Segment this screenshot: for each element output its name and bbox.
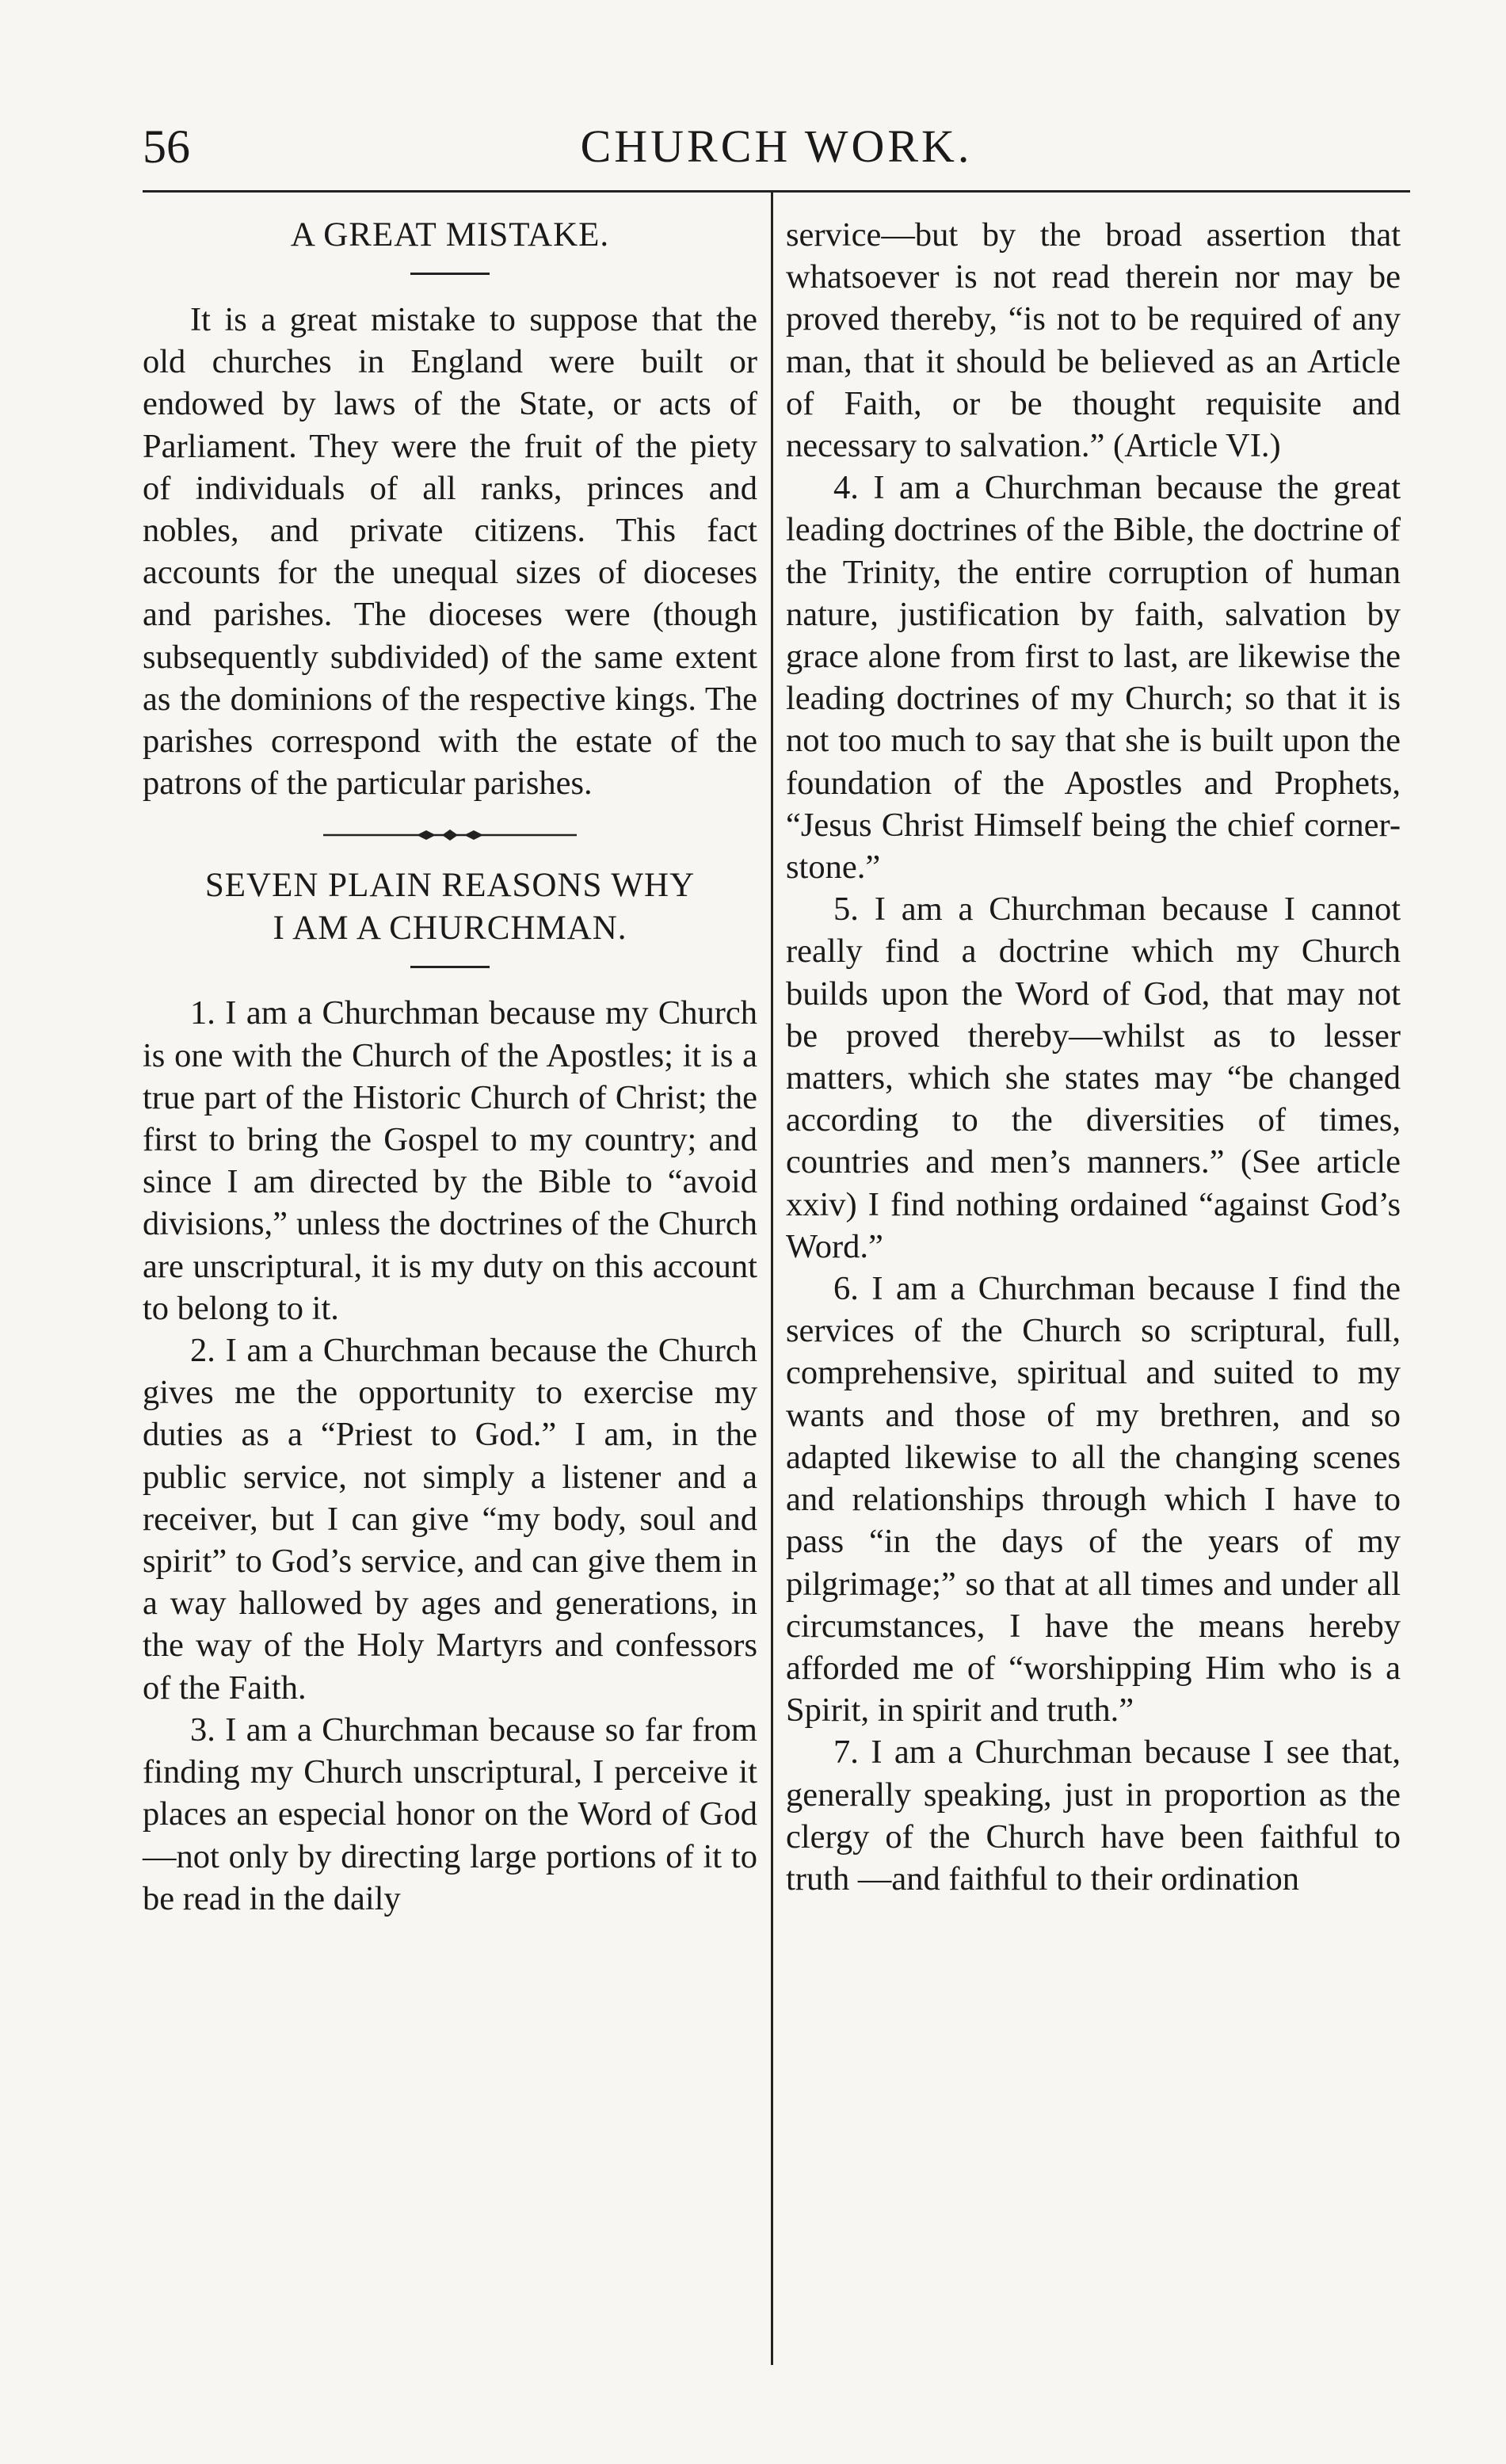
article-body-great-mistake: It is a great mistake to suppose that the old churches in England were built or endowed by laws of the State, or acts of Parliament. They were the fruit of the piety of individuals of all ranks, princes and nobles, and private citizens. This fact accounts for the unequal sizes of dioceses and parishes. The dioceses were (though subsequently subdivided) of the same extent as the dominions of the respective kings. The parishes correspond with the estate of the patrons of the particular parishes. — [143, 301, 757, 803]
article-title-seven-reasons-line1: SEVEN PLAIN REASONS WHY — [204, 867, 696, 905]
article-title-great-mistake: A GREAT MISTAKE. — [290, 216, 610, 254]
column-divider — [771, 193, 773, 2365]
reason-4: 4. I am a Churchman because the great leading doctrines of the Bible, the doctrine of the Trinity, the entire corruption of human nature, justification by faith, salvation by grace alone from first to last, are likewise the leading doctrines of my Church; so that it is not too much to say that she is built upon the foundation of the Apostles and Prophets, “Jesus Christ Himself being the chief corner-stone.” — [786, 469, 1401, 887]
page-number: 56 — [143, 120, 190, 173]
article-title-seven-reasons-line2: I AM A CHURCHMAN. — [273, 910, 627, 948]
running-title: CHURCH WORK. — [580, 120, 973, 172]
reason-3-continued: service—but by the broad assertion that whatsoever is not read therein nor may be proved thereby, “is not to be required of any man, that it should be believed as an Article of Faith, or be thought requisite and necessary to salvation.” (Article VI.) — [786, 216, 1401, 465]
reason-1: 1. I am a Churchman because my Church is one with the Church of the Apostles; it is a true part of the Historic Church of Christ; the first to bring the Gospel to my country; and since I am directed by the Bible to “avoid divisions,” unless the doctrines of the Church are unscriptural, it is my duty on this account to belong to it. — [143, 994, 757, 1327]
reason-7-start: 7. I am a Churchman because I see that, generally speaking, just in proportion as the clergy of the Church have been faithful to truth —and faithful to their ordination — [786, 1734, 1401, 1898]
right-column — [786, 214, 1401, 1900]
header-rule — [143, 190, 1410, 193]
left-column — [143, 214, 757, 1920]
reason-5: 5. I am a Churchman because I cannot really find a doctrine which my Church builds upon the Word of God, that may not be proved thereby—whilst as to lesser matters, which she states may “be changed according to the diversities of times, countries and men’s manners.” (See article xxiv) I find nothing ordained “against God’s Word.” — [786, 891, 1401, 1265]
section-ornament — [323, 828, 577, 842]
title-rule — [410, 966, 490, 968]
reason-6: 6. I am a Churchman because I find the services of the Church so scriptural, full, comprehensive, spiritual and suited to my wants and those of my brethren, and so adapted likewise to all the changing scenes and relationships through which I have to pass “in the days of the years of my pilgrimage;” so that at all times and under all circumstances, I have the means hereby afforded me of “worshipping Him who is a Spirit, in spirit and truth.” — [786, 1270, 1401, 1730]
reason-3-start: 3. I am a Churchman because so far from finding my Church unscriptural, I perceive it places an especial honor on the Word of God —not only by directing large portions of it to be read in the daily — [143, 1711, 757, 1917]
page-header — [143, 119, 1410, 174]
reason-2: 2. I am a Churchman because the Church gives me the opportunity to exercise my duties as a “Priest to God.” I am, in the public service, not simply a listener and a receiver, but I can give “my body, soul and spirit” to God’s service, and can give them in a way hallowed by ages and generations, in the way of the Holy Martyrs and confessors of the Faith. — [143, 1332, 757, 1707]
title-rule — [410, 273, 490, 275]
